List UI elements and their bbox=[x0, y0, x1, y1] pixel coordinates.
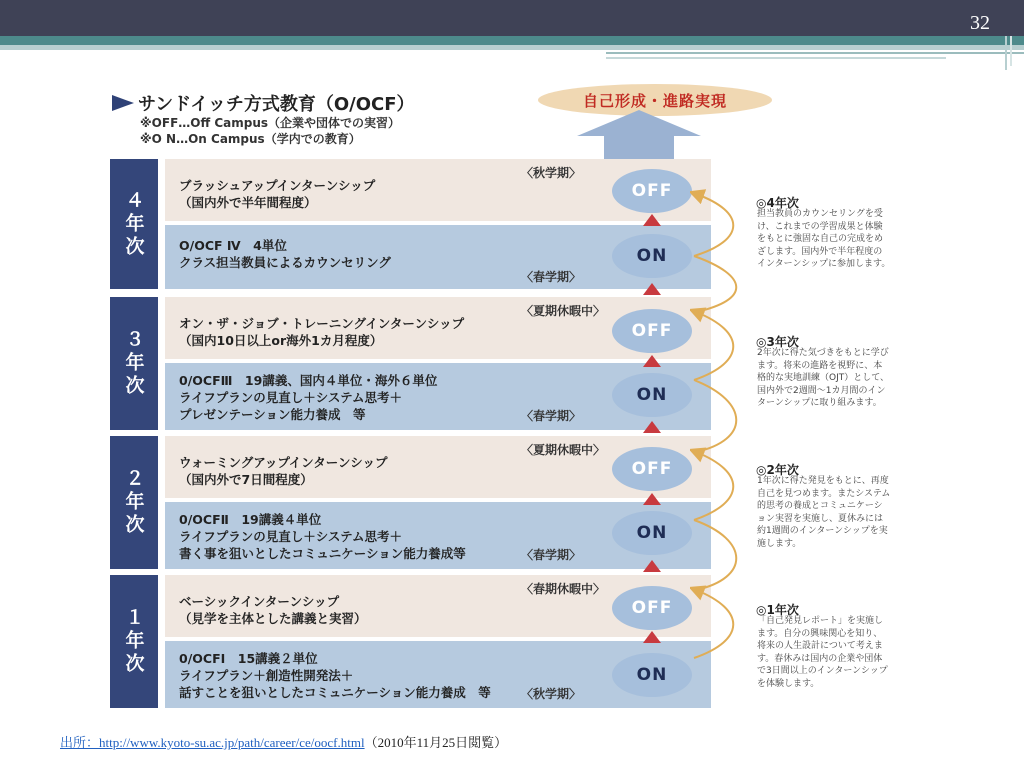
source-link[interactable]: 出所：http://www.kyoto-su.ac.jp/path/career/ce/oocf.html bbox=[60, 735, 365, 750]
term-label: 〈春学期〉 bbox=[521, 548, 582, 562]
progress-triangle-icon bbox=[643, 421, 661, 433]
on-badge: ON bbox=[612, 373, 692, 417]
diagram-title: サンドイッチ方式教育（O/OCF） bbox=[138, 94, 415, 115]
side-note-year4-heading: ◎4年次 bbox=[756, 196, 799, 210]
term-label: 〈夏期休暇中〉 bbox=[521, 304, 606, 318]
side-note-year1-text: 「自己発見レポート」を実施します。自分の興味関心を知り、将来の人生設計について考えます。春休みは国内の企業や団体で3日間以上のインターンシップを体験します。 bbox=[757, 616, 888, 689]
term-label: 〈夏期休暇中〉 bbox=[521, 443, 606, 457]
progress-triangle-icon bbox=[643, 631, 661, 643]
row-text: ベーシックインターンシップ （見学を主体とした講義と実習） bbox=[179, 594, 367, 626]
progress-triangle-icon bbox=[643, 560, 661, 572]
slide-page-number: 32 bbox=[970, 12, 990, 34]
row-text: オン・ザ・ジョブ・トレーニングインターンシップ （国内10日以上or海外1カ月程度） bbox=[179, 316, 465, 348]
slide-deco-line bbox=[606, 57, 946, 59]
off-badge: OFF bbox=[612, 309, 692, 353]
note-on-campus: ※O N…On Campus（学内での教育） bbox=[140, 132, 361, 146]
year-tab-4: ４年次 bbox=[110, 159, 158, 289]
goal-ellipse: 自己形成・進路実現 bbox=[538, 84, 772, 116]
term-label: 〈秋学期〉 bbox=[521, 687, 582, 701]
slide-accent-stripe-light bbox=[0, 45, 1024, 50]
off-badge: OFF bbox=[612, 169, 692, 213]
off-badge: OFF bbox=[612, 586, 692, 630]
progress-triangle-icon bbox=[643, 214, 661, 226]
slide-deco-line bbox=[1005, 36, 1007, 70]
row-text: 0/OCFⅢ 19講義、国内４単位・海外６単位 ライフプランの見直し＋システム思考＋ プレゼンテーション能力養成 等 bbox=[179, 373, 438, 422]
row-text: 0/OCFⅡ 19講義４単位 ライフプランの見直し＋システム思考＋ 書く事を狙いとしたコミュニケーション能力養成等 bbox=[179, 512, 466, 561]
cycle-arrows-icon bbox=[690, 180, 750, 680]
row-text: O/OCF Ⅳ 4単位 クラス担当教員によるカウンセリング bbox=[179, 238, 391, 270]
on-badge: ON bbox=[612, 653, 692, 697]
year-tab-3: ３年次 bbox=[110, 297, 158, 430]
year-tab-1: １年次 bbox=[110, 575, 158, 708]
slide-deco-line bbox=[606, 52, 1024, 54]
side-note-year3-text: 2年次に得た気づきをもとに学びます。将来の進路を視野に、本格的な実地訓練（OJT）として、国内外で2週間～1カ月間のインターンシップに取り組みます。 bbox=[757, 348, 890, 409]
side-note-year2-text: 1年次に得た発見をもとに、再度自己を見つめます。またシステム的思考の養成とコミュニケーション実習を実施し、夏休みには約1週間のインターンシップを実施します。 bbox=[757, 476, 891, 549]
term-label: 〈春学期〉 bbox=[521, 270, 582, 284]
source-access-date: （2010年11月25日閲覧） bbox=[364, 735, 508, 750]
side-note-year2-heading: ◎2年次 bbox=[756, 463, 799, 477]
note-off-campus: ※OFF…Off Campus（企業や団体での実習） bbox=[140, 116, 401, 130]
side-note-year4-text: 担当教員のカウンセリングを受け、これまでの学習成果と体験をもとに強固な自己の完成をめざします。国内外で半年程度のインターンシップに参加します。 bbox=[757, 209, 891, 270]
progress-triangle-icon bbox=[643, 493, 661, 505]
slide-deco-line bbox=[1010, 36, 1012, 66]
slide-accent-stripe bbox=[0, 36, 1024, 45]
side-note-year1-heading: ◎1年次 bbox=[756, 603, 799, 617]
term-label: 〈秋学期〉 bbox=[521, 166, 582, 180]
off-badge: OFF bbox=[612, 447, 692, 491]
term-label: 〈春学期〉 bbox=[521, 409, 582, 423]
on-badge: ON bbox=[612, 234, 692, 278]
source-citation bbox=[60, 732, 507, 751]
term-label: 〈春期休暇中〉 bbox=[521, 582, 606, 596]
row-text: ブラッシュアップインターンシップ （国内外で半年間程度） bbox=[179, 178, 376, 210]
progress-triangle-icon bbox=[643, 283, 661, 295]
up-arrow-icon bbox=[577, 110, 701, 160]
row-text: 0/OCFⅠ 15講義２単位 ライフプラン＋創造性開発法＋ 話すことを狙いとしたコミュニケーション能力養成 等 bbox=[179, 651, 491, 700]
slide-top-bar bbox=[0, 0, 1024, 36]
row-text: ウォーミングアップインターンシップ （国内外で7日間程度） bbox=[179, 455, 388, 487]
year-tab-2: ２年次 bbox=[110, 436, 158, 569]
side-note-year3-heading: ◎3年次 bbox=[756, 335, 799, 349]
title-triangle-icon bbox=[112, 95, 134, 111]
on-badge: ON bbox=[612, 511, 692, 555]
progress-triangle-icon bbox=[643, 355, 661, 367]
